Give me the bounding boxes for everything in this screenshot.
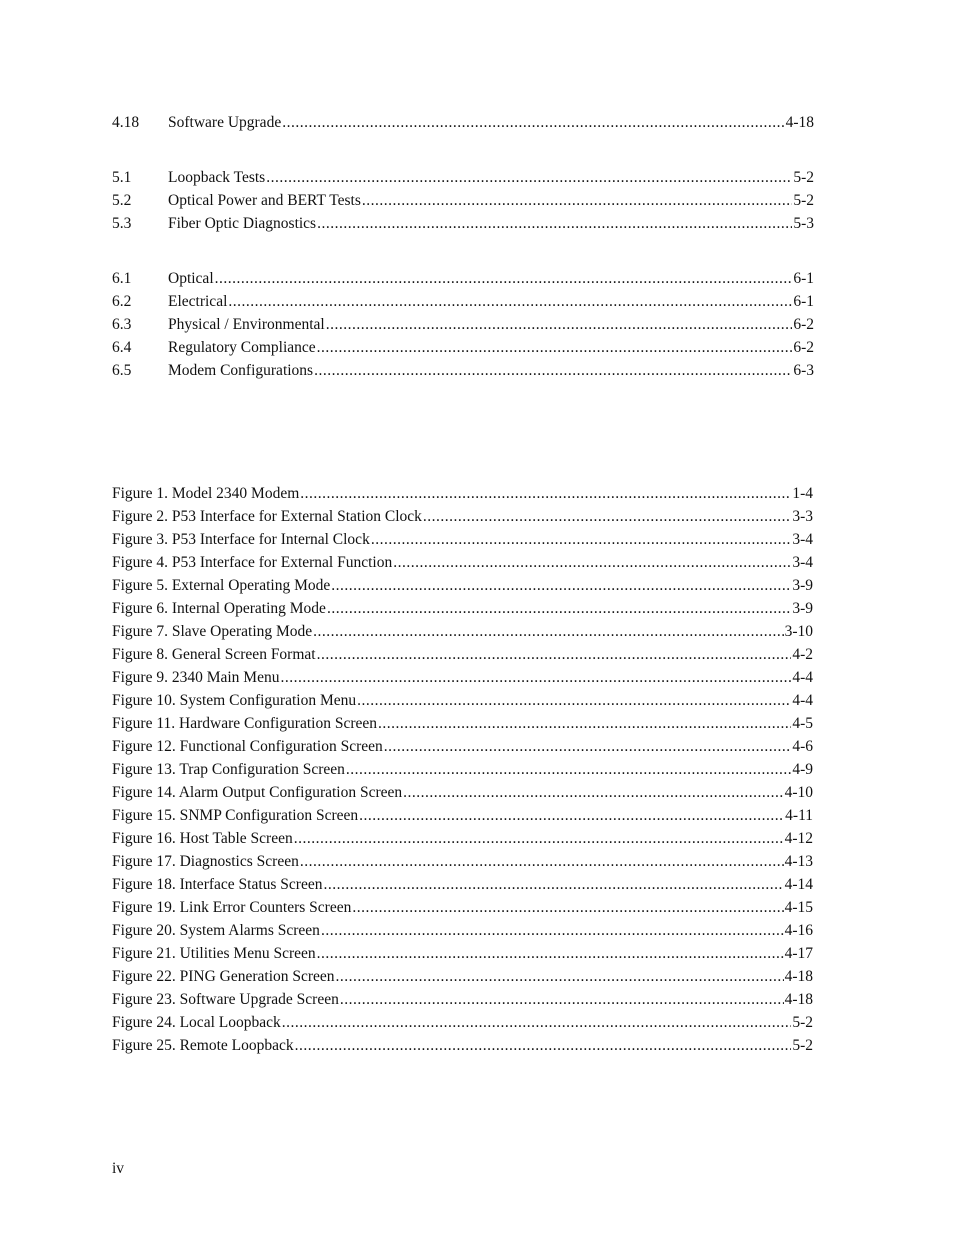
toc-section-4 (112, 111, 814, 134)
dot-leader (357, 689, 791, 712)
figure-entry (112, 850, 813, 873)
dot-leader (331, 574, 791, 597)
list-of-figures (112, 482, 813, 1057)
dot-leader (352, 896, 783, 919)
dot-leader (336, 965, 784, 988)
dot-leader (317, 336, 793, 359)
figure-page: 4-11 (785, 807, 813, 824)
dot-leader (384, 735, 792, 758)
figure-entry (112, 505, 813, 528)
entry-title: Optical Power and BERT Tests (168, 192, 361, 209)
toc-entry (112, 212, 814, 235)
figure-page: 3-9 (792, 600, 813, 617)
figure-label: Figure 10. System Configuration Menu (112, 692, 357, 709)
figure-page: 3-10 (784, 623, 813, 640)
toc-entry (112, 111, 814, 134)
toc-section-5 (112, 166, 814, 235)
dot-leader (340, 988, 784, 1011)
figure-label: Figure 20. System Alarms Screen (112, 922, 320, 939)
dot-leader (282, 1011, 792, 1034)
figure-label: Figure 5. External Operating Mode (112, 577, 331, 594)
entry-number: 5.2 (112, 192, 132, 209)
dot-leader (362, 189, 792, 212)
figure-label: Figure 8. General Screen Format (112, 646, 316, 663)
entry-number: 5.1 (112, 169, 132, 186)
dot-leader (266, 166, 792, 189)
entry-title: Fiber Optic Diagnostics (168, 215, 317, 232)
figure-entry (112, 1034, 813, 1057)
figure-page: 3-9 (792, 577, 813, 594)
dot-leader (403, 781, 783, 804)
figure-entry (112, 574, 813, 597)
figure-page: 4-14 (784, 876, 813, 893)
entry-page: 5-2 (793, 169, 814, 186)
figure-entry (112, 551, 813, 574)
figure-entry (112, 689, 813, 712)
entry-page: 4-18 (785, 114, 814, 131)
entry-page: 5-3 (793, 215, 814, 232)
entry-number: 6.3 (112, 316, 132, 333)
figure-page: 4-12 (784, 830, 813, 847)
figure-entry (112, 988, 813, 1011)
dot-leader (371, 528, 792, 551)
figure-label: Figure 16. Host Table Screen (112, 830, 293, 847)
figure-label: Figure 25. Remote Loopback (112, 1037, 294, 1054)
figure-page: 4-4 (792, 669, 813, 686)
figure-page: 3-4 (792, 531, 813, 548)
entry-page: 5-2 (793, 192, 814, 209)
figure-entry (112, 942, 813, 965)
figure-label: Figure 21. Utilities Menu Screen (112, 945, 316, 962)
dot-leader (314, 359, 792, 382)
entry-page: 6-1 (793, 270, 814, 287)
figure-label: Figure 14. Alarm Output Configuration Screen (112, 784, 403, 801)
dot-leader (215, 267, 793, 290)
dot-leader (323, 873, 783, 896)
figure-entry (112, 620, 813, 643)
figure-entry (112, 896, 813, 919)
figure-page: 5-2 (792, 1037, 813, 1054)
figure-page: 4-18 (784, 968, 813, 985)
figure-entry (112, 712, 813, 735)
toc-entry (112, 313, 814, 336)
figure-label: Figure 23. Software Upgrade Screen (112, 991, 339, 1008)
figure-entry (112, 482, 813, 505)
figure-page: 4-15 (784, 899, 813, 916)
figure-page: 4-17 (784, 945, 813, 962)
figure-page: 4-9 (792, 761, 813, 778)
toc-entry (112, 336, 814, 359)
figure-label: Figure 11. Hardware Configuration Screen (112, 715, 377, 732)
figure-page: 3-3 (792, 508, 813, 525)
figure-page: 4-2 (792, 646, 813, 663)
entry-title: Loopback Tests (168, 169, 266, 186)
dot-leader (313, 620, 783, 643)
dot-leader (294, 827, 784, 850)
figure-page: 5-2 (792, 1014, 813, 1031)
entry-number: 4.18 (112, 114, 140, 131)
dot-leader (378, 712, 791, 735)
figure-entry (112, 597, 813, 620)
figure-entry (112, 758, 813, 781)
dot-leader (359, 804, 784, 827)
figure-entry (112, 873, 813, 896)
figure-label: Figure 24. Local Loopback (112, 1014, 281, 1031)
entry-title: Physical / Environmental (168, 316, 325, 333)
figure-label: Figure 12. Functional Configuration Screen (112, 738, 383, 755)
entry-title: Modem Configurations (168, 362, 314, 379)
dot-leader (300, 482, 791, 505)
figure-entry (112, 804, 813, 827)
figure-page: 4-10 (784, 784, 813, 801)
figure-page: 3-4 (792, 554, 813, 571)
dot-leader (282, 111, 784, 134)
dot-leader (300, 850, 784, 873)
toc-entry (112, 267, 814, 290)
figure-entry (112, 666, 813, 689)
figure-label: Figure 3. P53 Interface for Internal Clock (112, 531, 370, 548)
toc-entry (112, 166, 814, 189)
figure-label: Figure 7. Slave Operating Mode (112, 623, 313, 640)
figure-entry (112, 965, 813, 988)
toc-entry (112, 359, 814, 382)
dot-leader (327, 597, 791, 620)
figure-entry (112, 528, 813, 551)
figure-page: 4-13 (784, 853, 813, 870)
figure-page: 4-6 (792, 738, 813, 755)
toc-entry (112, 290, 814, 313)
entry-page: 6-1 (793, 293, 814, 310)
dot-leader (280, 666, 791, 689)
footer-page-number: iv (112, 1160, 125, 1177)
figure-page: 4-5 (792, 715, 813, 732)
dot-leader (317, 643, 792, 666)
figure-page: 4-18 (784, 991, 813, 1008)
entry-page: 6-2 (793, 316, 814, 333)
entry-title: Regulatory Compliance (168, 339, 316, 356)
dot-leader (346, 758, 791, 781)
figure-label: Figure 22. PING Generation Screen (112, 968, 335, 985)
entry-title: Optical (168, 270, 214, 287)
figure-page: 1-4 (792, 485, 813, 502)
entry-page: 6-2 (793, 339, 814, 356)
dot-leader (326, 313, 793, 336)
figure-entry (112, 781, 813, 804)
figure-label: Figure 1. Model 2340 Modem (112, 485, 300, 502)
entry-title: Software Upgrade (168, 114, 282, 131)
toc-section-6 (112, 267, 814, 382)
dot-leader (295, 1034, 792, 1057)
figure-label: Figure 2. P53 Interface for External Station Clock (112, 508, 422, 525)
entry-title: Electrical (168, 293, 228, 310)
figure-entry (112, 735, 813, 758)
figure-label: Figure 18. Interface Status Screen (112, 876, 323, 893)
figure-label: Figure 15. SNMP Configuration Screen (112, 807, 359, 824)
entry-number: 6.2 (112, 293, 132, 310)
dot-leader (321, 919, 784, 942)
entry-number: 6.1 (112, 270, 132, 287)
figure-entry (112, 643, 813, 666)
figure-label: Figure 17. Diagnostics Screen (112, 853, 299, 870)
figure-page: 4-4 (792, 692, 813, 709)
entry-number: 5.3 (112, 215, 132, 232)
dot-leader (423, 505, 791, 528)
dot-leader (317, 212, 792, 235)
dot-leader (228, 290, 792, 313)
dot-leader (393, 551, 791, 574)
dot-leader (317, 942, 784, 965)
entry-number: 6.5 (112, 362, 132, 379)
toc-entry (112, 189, 814, 212)
figure-label: Figure 6. Internal Operating Mode (112, 600, 326, 617)
entry-number: 6.4 (112, 339, 132, 356)
entry-page: 6-3 (793, 362, 814, 379)
figure-label: Figure 9. 2340 Main Menu (112, 669, 280, 686)
figure-entry (112, 1011, 813, 1034)
figure-label: Figure 19. Link Error Counters Screen (112, 899, 352, 916)
figure-page: 4-16 (784, 922, 813, 939)
figure-entry (112, 919, 813, 942)
figure-label: Figure 13. Trap Configuration Screen (112, 761, 345, 778)
figure-entry (112, 827, 813, 850)
figure-label: Figure 4. P53 Interface for External Function (112, 554, 393, 571)
